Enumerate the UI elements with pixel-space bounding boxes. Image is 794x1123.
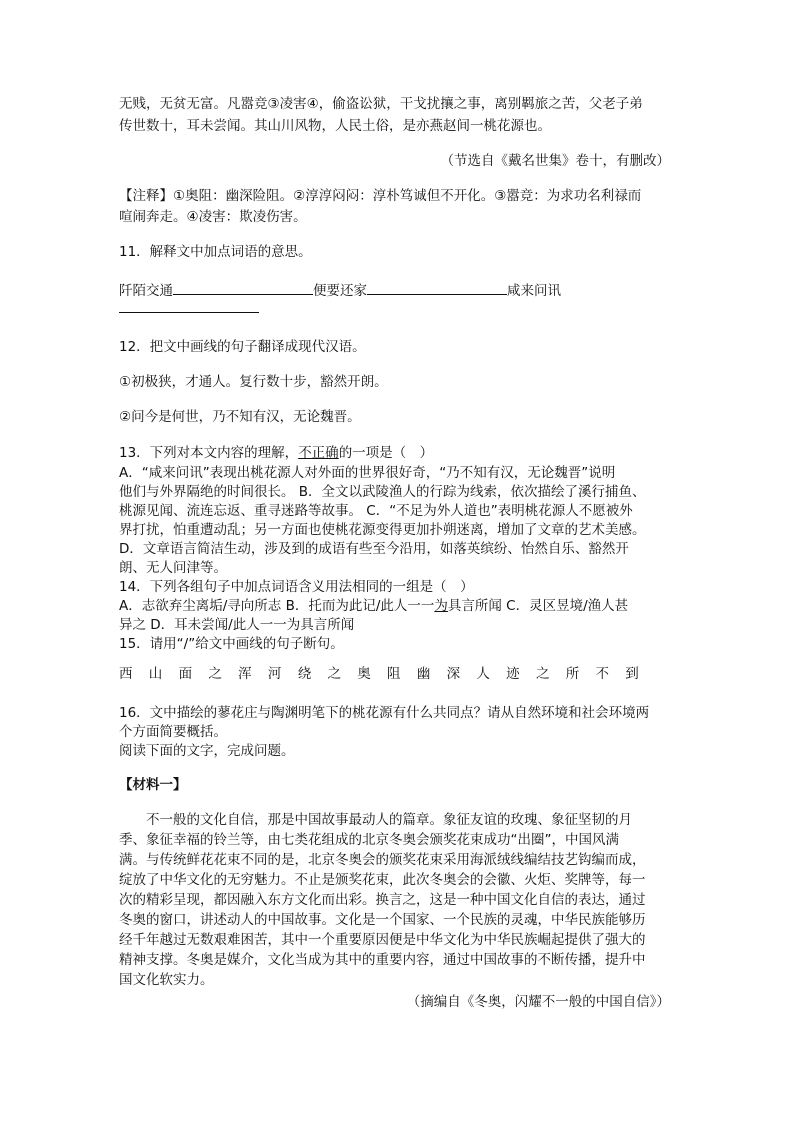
q15-title: 15．请用“/”给文中画线的句子断句。	[119, 636, 344, 652]
q13-title-underlined: 不正确	[298, 445, 339, 461]
q11-word-2: 便要还家	[313, 283, 367, 299]
q11-word-1: 阡陌交通	[119, 283, 173, 299]
q13-title-b: 的一项是（ ）	[338, 445, 434, 461]
q16-line-2: 个方面简要概括。	[119, 724, 227, 740]
q11-blank-3-row	[119, 298, 679, 319]
passage-line-2: 传世数十，耳未尝闻。其山川风物，人民土俗，是亦燕赵间一桃花源也。	[119, 118, 551, 134]
q16-line-1: 16．文中描绘的蓼花庄与陶渊明笔下的桃花源有什么共同点？请从自然环境和社会环境两	[119, 705, 650, 721]
q14-title: 14．下列各组句子中加点词语含义用法相同的一组是（ ）	[119, 579, 474, 595]
reading-instruction: 阅读下面的文字，完成问题。	[119, 743, 295, 759]
q15-char: 西	[119, 666, 133, 682]
q13-title	[119, 443, 679, 463]
q15-char: 奥	[357, 666, 371, 682]
q13-line-5: D．文章语言简洁生动，涉及到的成语有些至今沿用，如落英缤纷、怡然自乐、豁然开	[119, 541, 629, 557]
q15-characters	[119, 664, 639, 684]
q14-line-1-underlined: 为	[434, 598, 448, 614]
q15-char: 浑	[238, 666, 252, 682]
q15-char: 之	[535, 666, 550, 682]
material-1-line-5: 次的精彩呈现，都因融入东方文化而出彩。换言之，这是一种中国文化自信的表达，通过	[119, 892, 646, 908]
q15-char: 到	[625, 666, 639, 682]
notes-line-2: 喧闹奔走。④凌害：欺凌伤害。	[119, 209, 307, 225]
notes-line-1: 【注释】①奥阻：幽深险阻。②淳淳闷闷：淳朴笃诚但不开化。③嚣竞：为求功名利禄而	[119, 188, 642, 204]
q15-char: 人	[476, 666, 490, 682]
q11-blank-2[interactable]	[367, 280, 507, 295]
q13-line-6: 朗、无人问津等。	[119, 560, 227, 576]
q12-title: 12．把文中画线的句子翻译成现代汉语。	[119, 339, 366, 355]
q15-char: 河	[267, 666, 282, 682]
material-1-heading: 【材料一】	[119, 777, 187, 793]
passage-line-1: 无贱，无贫无富。凡嚣竞③凌害④，偷盗讼狱，干戈扰攘之事，离别羁旅之苦，父老子弟	[119, 96, 643, 112]
material-1-line-4: 绽放了中华文化的无穷魅力。不止是颁奖花束，此次冬奥会的会徽、火炬、奖牌等，每一	[119, 872, 646, 888]
q15-char: 幽	[416, 666, 431, 682]
q14-line-1a: A．志欲弃尘离垢/寻向所志 B．托而为此记/此人一一	[119, 598, 435, 614]
q15-char: 面	[178, 666, 193, 682]
q15-char: 深	[446, 666, 461, 682]
q15-char: 之	[327, 666, 341, 682]
q14-line-2: 异之 D．耳未尝闻/此人一一为具言所闻	[119, 617, 355, 633]
q13-line-4: 界打扰，怕重遭动乱；另一方面也使桃花源变得更加扑朔迷离，增加了文章的艺术美感。	[119, 522, 646, 538]
q13-line-1: A．“咸来问讯”表现出桃花源人对外面的世界很好奇，“乃不知有汉，无论魏晋”说明	[119, 465, 616, 481]
q15-char: 不	[595, 666, 609, 682]
q14-line-1b: 具言所闻 C．灵区昱境/渔人甚	[447, 598, 629, 614]
q15-char: 阻	[387, 666, 401, 682]
q12-sentence-2: ②问今是何世，乃不知有汉，无论魏晋。	[119, 409, 361, 425]
material-1-line-9: 国文化软实力。	[119, 972, 214, 988]
material-1-line-8: 精神支撑。冬奥是媒介，文化当成为其中的重要内容，通过中国故事的不断传播，提升中	[119, 952, 646, 968]
q15-char: 绕	[297, 666, 312, 682]
q13-line-2: 他们与外界隔绝的时间很长。 B．全文以武陵渔人的行踪为线索，依次描绘了溪行捕鱼、	[119, 484, 646, 500]
q13-line-3: 桃源见闻、流连忘返、重寻迷路等故事。 C．“不足为外人道也”表明桃花源人不愿被外	[119, 503, 633, 519]
q14-line-1	[119, 596, 679, 616]
passage-source: （节选自《戴名世集》卷十，有删改）	[440, 153, 670, 169]
q15-char: 所	[565, 666, 580, 682]
material-1-line-6: 冬奥的窗口，讲述动人的中国故事。文化是一个国家、一个民族的灵魂，中华民族能够历	[119, 912, 646, 928]
q15-char: 迹	[506, 666, 520, 682]
q13-title-a: 13．下列对本文内容的理解，	[119, 445, 299, 461]
material-1-line-3: 满。与传统鲜花花束不同的是，北京冬奥会的颁奖花束采用海派绒线编结技艺钩编而成，	[119, 852, 646, 868]
material-1-line-1: 不一般的文化自信，那是中国故事最动人的篇章。象征友谊的玫瑰、象征坚韧的月	[119, 812, 632, 828]
q11-title: 11．解释文中加点词语的意思。	[119, 244, 312, 260]
q12-sentence-1: ①初极狭，才通人。复行数十步，豁然开朗。	[119, 374, 388, 390]
q11-blank-1[interactable]	[173, 280, 313, 295]
material-1-line-2: 季、象征幸福的铃兰等，由七类花组成的北京冬奥会颁奖花束成功“出圈”，中国风满	[119, 832, 619, 848]
q15-char: 山	[148, 666, 163, 682]
material-1-line-7: 经千年越过无数艰难困苦，其中一个重要原因便是中华文化为中华民族崛起提供了强大的	[119, 932, 646, 948]
material-1-source: （摘编自《冬奥，闪耀不一般的中国自信》）	[406, 994, 670, 1010]
q11-blank-3[interactable]	[119, 298, 259, 313]
q15-char: 之	[208, 666, 222, 682]
q11-word-3: 咸来问讯	[507, 283, 561, 299]
